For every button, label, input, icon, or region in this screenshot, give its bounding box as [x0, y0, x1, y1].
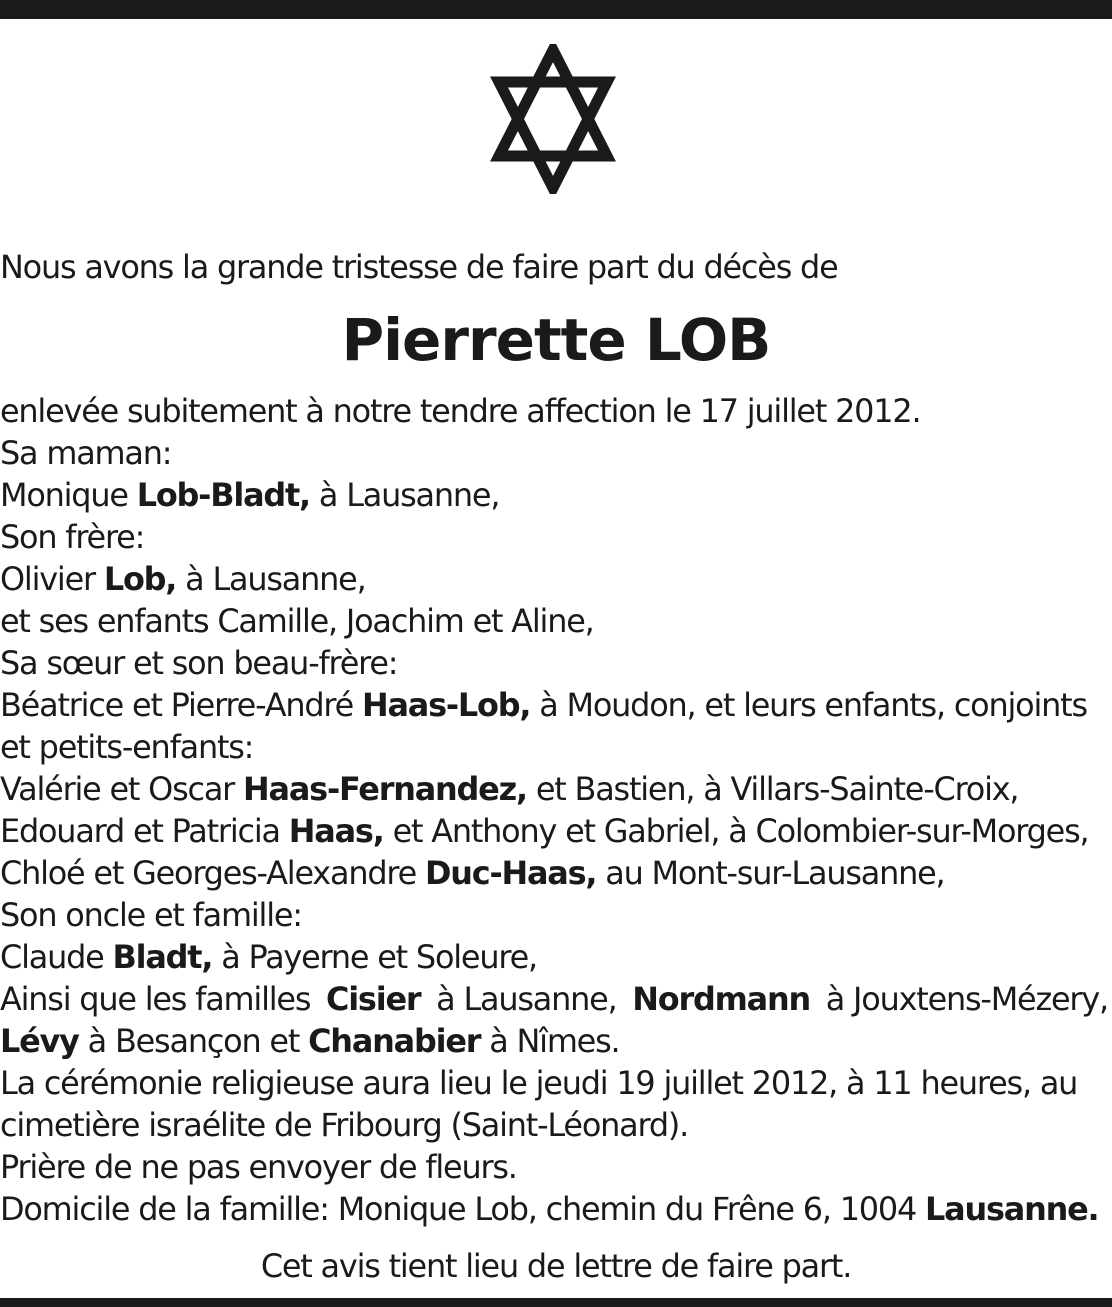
notice-line — [0, 432, 1108, 474]
notice-line — [0, 1188, 1108, 1230]
family-name: Lévy — [0, 1022, 79, 1060]
notice-text: à Jouxtens-Mézery, — [816, 980, 1108, 1018]
notice-line — [0, 390, 1108, 432]
notice-line — [0, 642, 1108, 684]
notice-line — [0, 852, 1108, 894]
notice-text: Béatrice et Pierre-André — [0, 686, 362, 724]
notice-line — [0, 1020, 1108, 1062]
notice-text: Chloé et Georges-Alexandre — [0, 854, 425, 892]
notice-text: enlevée subitement à notre tendre affection le 17 juillet 2012. — [0, 392, 921, 430]
family-name: Cisier — [325, 980, 421, 1018]
notice-text: Monique — [0, 476, 137, 514]
family-name: Lob, — [103, 560, 177, 598]
notice-line — [0, 558, 1108, 600]
notice-text: à Lausanne, — [176, 560, 366, 598]
notice-line — [0, 810, 1108, 852]
family-name: Bladt, — [112, 938, 213, 976]
notice-text: cimetière israélite de Fribourg (Saint-Léonard). — [0, 1106, 689, 1144]
notice-line — [0, 768, 1108, 810]
notice-text: et Bastien, à Villars-Sainte-Croix, — [526, 770, 1019, 808]
family-name: Duc-Haas, — [424, 854, 597, 892]
notice-text: à Moudon, et leurs enfants, conjoints — [530, 686, 1087, 724]
notice-text: à Besançon et — [78, 1022, 309, 1060]
closing-text: Cet avis tient lieu de lettre de faire part. — [260, 1247, 852, 1285]
notice-text: à Payerne et Soleure, — [212, 938, 537, 976]
star-of-david-icon — [490, 44, 616, 194]
notice-text: au Mont-sur-Lausanne, — [596, 854, 945, 892]
notice-text: et ses enfants Camille, Joachim et Aline, — [0, 602, 594, 640]
notice-line — [0, 516, 1108, 558]
family-name: Haas, — [288, 812, 384, 850]
notice-text: et Anthony et Gabriel, à Colombier-sur-Morges, — [383, 812, 1089, 850]
notice-text: à Nîmes. — [480, 1022, 620, 1060]
notice-text: Edouard et Patricia — [0, 812, 289, 850]
notice-text: Ainsi que les familles — [0, 980, 320, 1018]
notice-text: Son frère: — [0, 518, 145, 556]
family-name: Haas-Fernandez, — [243, 770, 527, 808]
family-name: Haas-Lob, — [361, 686, 531, 724]
notice-text: Sa maman: — [0, 434, 172, 472]
family-name: Lob-Bladt, — [136, 476, 310, 514]
notice-line — [0, 1104, 1108, 1146]
deceased-name: Pierrette LOB — [341, 306, 771, 374]
notice-line — [0, 726, 1108, 768]
notice-text: Sa sœur et son beau-frère: — [0, 644, 398, 682]
notice-line — [0, 936, 1108, 978]
notice-line — [0, 1062, 1108, 1104]
intro-text: Nous avons la grande tristesse de faire part du décès de — [0, 248, 838, 286]
notice-line — [0, 474, 1108, 516]
family-name: Chanabier — [308, 1022, 481, 1060]
notice-text: Claude — [0, 938, 113, 976]
notice-text: Valérie et Oscar — [0, 770, 244, 808]
notice-line — [0, 684, 1108, 726]
notice-line — [0, 600, 1108, 642]
family-name: Nordmann — [632, 980, 811, 1018]
notice-text: Prière de ne pas envoyer de fleurs. — [0, 1148, 517, 1186]
notice-line — [0, 978, 1108, 1020]
notice-body — [0, 390, 1112, 1230]
notice-text: et petits-enfants: — [0, 728, 254, 766]
bottom-border-rule — [0, 1298, 1112, 1307]
notice-line — [0, 894, 1108, 936]
notice-line — [0, 1146, 1108, 1188]
notice-text: à Lausanne, — [309, 476, 500, 514]
top-border-rule — [0, 0, 1112, 19]
notice-text: Olivier — [0, 560, 104, 598]
notice-text: à Lausanne, — [427, 980, 626, 1018]
notice-text: Son oncle et famille: — [0, 896, 302, 934]
family-name: Lausanne. — [925, 1190, 1099, 1228]
notice-text: Domicile de la famille: Monique Lob, chemin du Frêne 6, 1004 — [0, 1190, 926, 1228]
notice-text: La cérémonie religieuse aura lieu le jeudi 19 juillet 2012, à 11 heures, au — [0, 1064, 1078, 1102]
